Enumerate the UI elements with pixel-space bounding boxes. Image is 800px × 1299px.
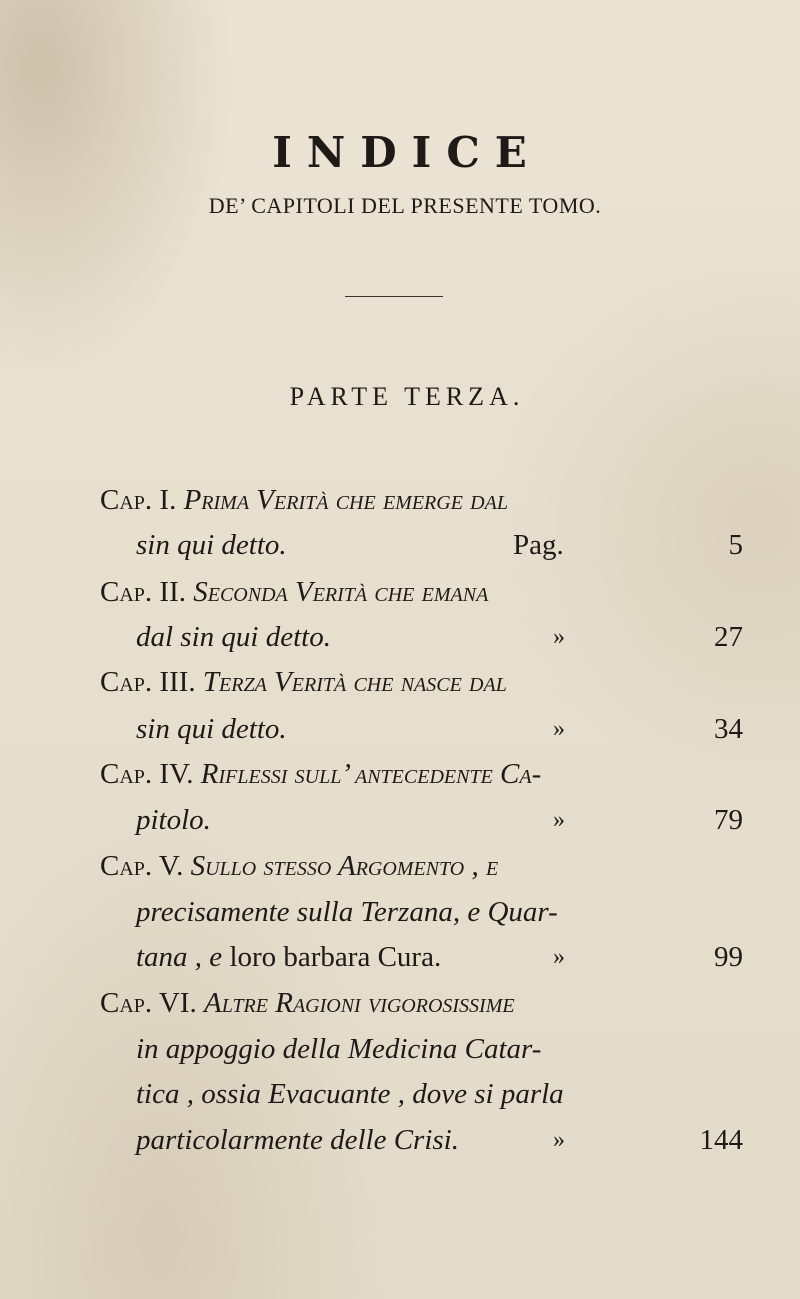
chapter-title-cont: sin qui detto.	[136, 529, 287, 561]
page-number: 27	[714, 621, 743, 653]
toc-entry-6-line-2	[0, 1026, 800, 1072]
page-number: 34	[714, 713, 743, 745]
chapter-title-cont: tana , e loro barbara Cura.	[136, 941, 442, 973]
chapter-label: Cap. VI. Altre Ragioni vigorosissime	[100, 987, 515, 1019]
page-number: 99	[714, 941, 743, 973]
toc-entry-2-line-2	[0, 614, 800, 660]
toc-entry-5-line-2	[0, 889, 800, 935]
chapter-title-cont: in appoggio della Medicina Catar-	[136, 1033, 542, 1065]
index-title: INDICE	[272, 128, 542, 177]
chapter-title-cont: sin qui detto.	[136, 713, 287, 745]
page-number: 5	[728, 529, 743, 561]
toc-entry-4-line-2	[0, 797, 800, 843]
chapter-title-cont: particolarmente delle Crisi.	[136, 1124, 459, 1156]
chapter-title-cont: pitolo.	[136, 804, 211, 836]
ditto-marker: »	[553, 716, 565, 742]
chapter-title: Sullo stesso Argomento , e	[190, 850, 499, 882]
ditto-marker: »	[553, 1127, 565, 1153]
chapter-label: Cap. V. Sullo stesso Argomento , e	[100, 850, 499, 882]
section-title: PARTE TERZA.	[289, 382, 525, 411]
chapter-label: Cap. I. Prima Verità che emerge dal	[100, 484, 508, 516]
toc-entry-6-line-1	[0, 980, 800, 1026]
toc-entry-6-line-4	[0, 1117, 800, 1163]
ditto-marker: »	[553, 807, 565, 833]
chapter-title: Prima Verità che emerge dal	[183, 484, 508, 516]
chapter-label: Cap. III. Terza Verità che nasce dal	[100, 666, 507, 698]
toc-entry-5-line-3	[0, 934, 800, 980]
page-label: Pag.	[513, 529, 564, 561]
toc-entry-1-line-1	[0, 477, 800, 523]
toc-entry-3-line-1	[0, 659, 800, 705]
ditto-marker: »	[553, 944, 565, 970]
chapter-label: Cap. II. Seconda Verità che emana	[100, 576, 489, 608]
toc-entry-4-line-1	[0, 751, 800, 797]
toc-entry-1-line-2	[0, 522, 800, 568]
page-number: 144	[699, 1124, 743, 1156]
toc-entry-5-line-1	[0, 843, 800, 889]
chapter-title: Altre Ragioni vigorosissime	[204, 987, 515, 1019]
toc-entry-6-line-3	[0, 1071, 800, 1117]
chapter-title-cont: tica , ossia Evacuante , dove si parla	[136, 1078, 564, 1110]
page-number: 79	[714, 804, 743, 836]
chapter-label: Cap. IV. Riflessi sull’ antecedente Ca-	[100, 758, 542, 790]
chapter-title-cont: dal sin qui detto.	[136, 621, 331, 653]
index-subtitle: DE’ CAPITOLI DEL PRESENTE TOMO.	[208, 193, 602, 218]
ditto-marker: »	[553, 624, 565, 650]
chapter-title-cont: precisamente sulla Terzana, e Quar-	[136, 896, 558, 928]
chapter-title: Seconda Verità che emana	[193, 576, 489, 608]
chapter-title: Riflessi sull’ antecedente Ca-	[200, 758, 542, 790]
toc-entry-3-line-2	[0, 706, 800, 752]
toc-entry-2-line-1	[0, 569, 800, 615]
chapter-title: Terza Verità che nasce dal	[202, 666, 507, 698]
